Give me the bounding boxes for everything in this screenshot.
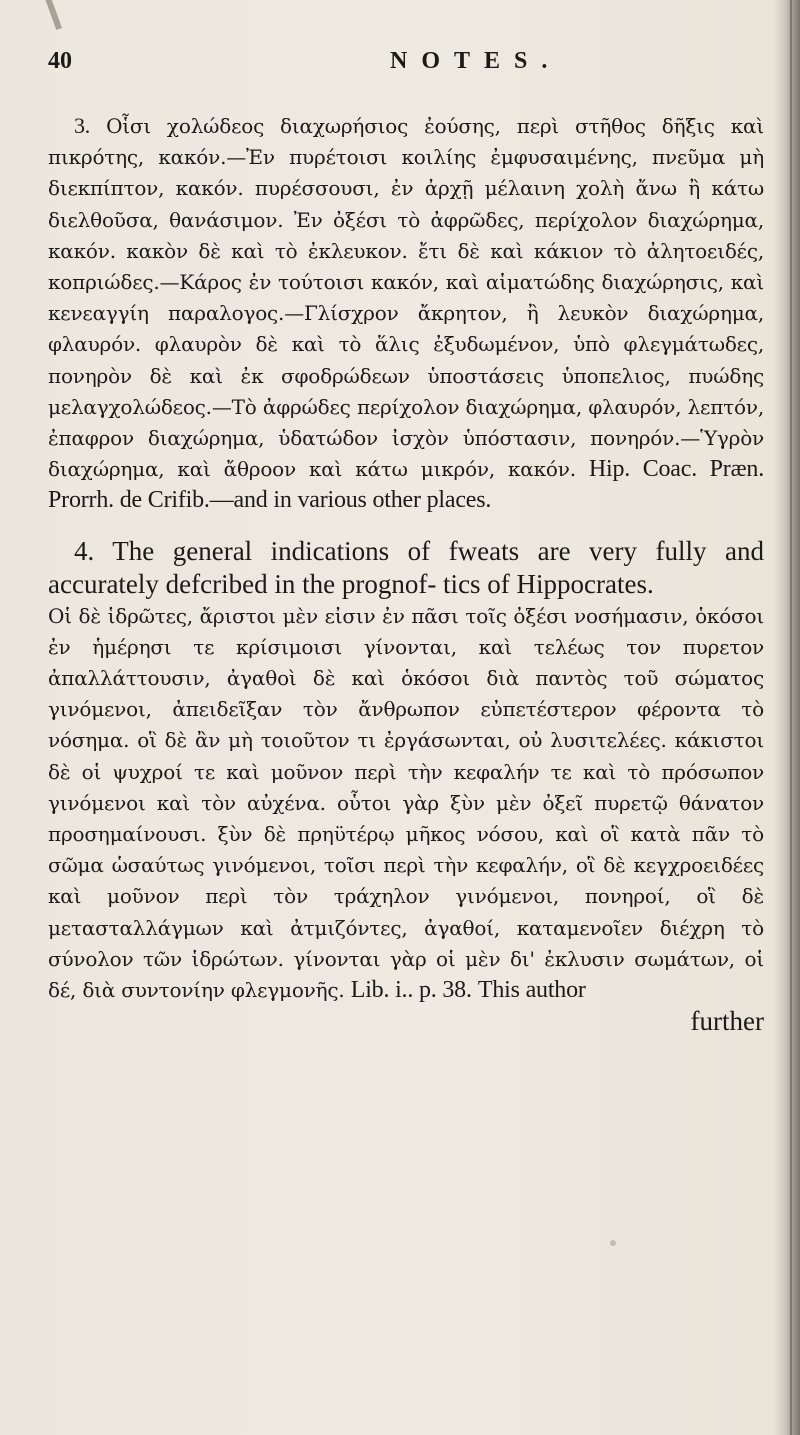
page-number: 40 — [48, 48, 72, 74]
page-body — [48, 110, 764, 1036]
paragraph-3 — [48, 110, 764, 517]
paragraph-3-reference: Hip. Coac. Præn. Prorrh. de Crifib. — [48, 456, 764, 514]
paragraph-4-greek-text: Οἱ δὲ ἱδρῶτες, ἄριστοι μὲν εἰσιν ἐν πᾶσι τοῖς ὀξέσι νοσήμασιν, ὁκόσοι ἐν ἡμέρησι τε κρίσιμοισι γίνονται, καὶ τελέως τον πυρετον ἀπαλλάττουσιν, ἀγαθοὶ δὲ καὶ ὁκόσοι διὰ παντὸς τοῦ σώματος γινόμενοι, ἀπειδεῖξαν τὸν ἄνθρωπον εὐπετέστερον φέροντα τὸ νόσημα. οἳ δὲ ἂν μὴ τοιοῦτον τι ἐργάσωνται, οὐ λυσιτελέες. κάκιστοι δὲ οἱ ψυχροί τε καὶ μοῦνον περὶ τὴν κεφαλήν τε καὶ τὸ πρόσωπον γινόμενοι καὶ τὸν αὐχένα. οὗτοι γὰρ ξὺν μὲν ὀξεῖ πυρετῷ θάνατον προσημαίνουσι. ξὺν δὲ πρηϋτέρῳ μῆκος νόσου, καὶ οἳ κατὰ πᾶν τὸ σῶμα ὡσαύτως γινόμενοι, τοῖσι περὶ τὴν κεφαλήν, οἳ δὲ κεγχροειδέες καὶ μοῦνον περὶ τὸν τράχηλον γινόμενοι, πονηροί, οἳ δὲ μετασταλλάγμων καὶ ἀτμιζόντες, ἀγαθοί, καταμενοῖεν διέχρη τὸ σύνολον τῶν ἱδρώτων. γίνονται γὰρ οἱ μὲν δι' ἐκλυσιν σωμάτων, οἱ δέ, διὰ συντονίην φλεγμονῆς. — [48, 603, 764, 1003]
paragraph-4-english-text: The general indications of fweats are very fully and accurately defcribed in the prognof- tics of Hippocrates. — [48, 535, 764, 599]
paragraph-3-english-tail: —and in various other places. — [209, 487, 492, 514]
paragraph-4-greek — [48, 601, 764, 1007]
paragraph-4-english — [48, 535, 764, 601]
ink-spot — [610, 1240, 616, 1246]
paragraph-3-greek-text: Οἷσι χολώδεος διαχωρήσιος ἐούσης, περὶ στῆθος δῆξις καὶ πικρότης, κακόν.—Ἐν πυρέτοισι κοιλίης ἐμφυσαιμένης, πνεῦμα μὴ διεκπίπτον, κακόν. πυρέσσουσι, ἐν ἀρχῇ μέλαινη χολὴ ἄνω ἢ κάτω διελθοῦσα, θανάσιμον. Ἐν ὀξέσι τὸ ἀφρῶδες, περίχολον διαχώρημα, κακόν. κακὸν δὲ καὶ τὸ ἐκλευκον. ἔτι δὲ καὶ κάκιον τὸ ἀλητοειδές, κοπριώδες.—Κάρος ἐν τούτοισι κακόν, καὶ αἱματώδης διαχώρησις, καὶ κενεαγγίη παραλογος.—Γλίσχρον ἄκρητον, ἢ λευκὸν διαχώρημα, φλαυρόν. φλαυρὸν δὲ καὶ τὸ ἅλις ἐξυδωμένον, ὑπὸ φλεγμάτωδες, πονηρὸν δὲ καὶ ἐκ σφοδρώδεων ὑποστάσεις ὑποπελιος, πυώδης μελαγχολώδεος.—Τὸ ἀφρώδες περίχολον διαχώρημα, φλαυρόν, λεπτόν, ἐπαφρον διαχώρημα, ὑδατώδον ἰσχὸν ὑπόστασιν, πονηρόν.—Ὑγρὸν διαχώρημα, καὶ ἄθροον καὶ κάτω μικρόν, κακόν. — [48, 114, 764, 482]
binding-edge-shadow — [774, 0, 800, 1435]
catchword: further — [690, 1006, 764, 1037]
page-header — [0, 48, 790, 88]
paragraph-4-english-tail: This author — [477, 977, 586, 1004]
paragraph-4-reference: Lib. i.. p. 38. — [350, 977, 472, 1004]
paragraph-3-number: 3. — [74, 113, 91, 138]
running-head: NOTES. — [390, 48, 562, 74]
paragraph-4-number: 4. — [74, 535, 95, 566]
